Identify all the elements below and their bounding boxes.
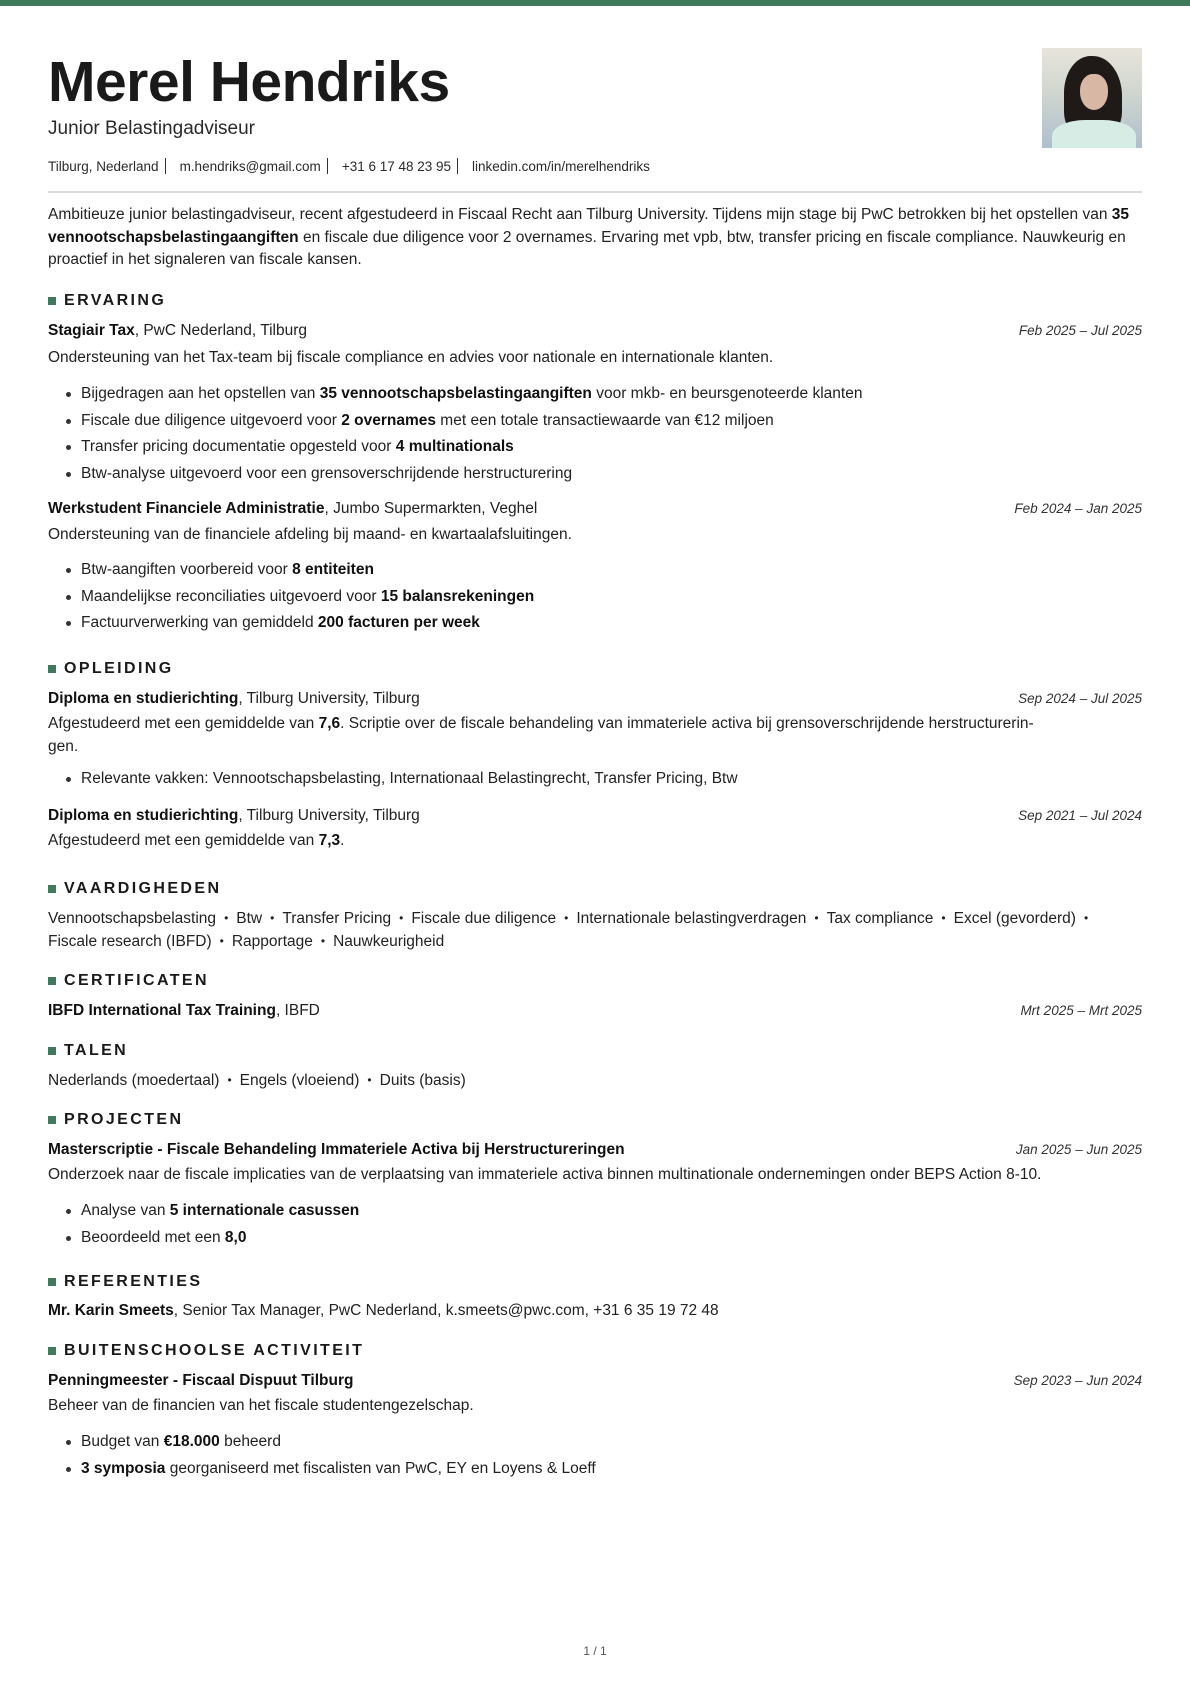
list-item: Bijgedragen aan het opstellen van 35 vennootschapsbelastingaangiften voor mkb- en beursgenoteerde klanten xyxy=(81,383,862,410)
skill-item: Transfer Pricing xyxy=(282,910,392,927)
skill-item: Fiscale research (IBFD) xyxy=(48,933,212,950)
list-item: Factuurverwerking van gemiddeld 200 facturen per week xyxy=(81,612,534,639)
experience-bullets xyxy=(81,559,534,639)
section-square-icon xyxy=(48,297,56,305)
section-title-projects xyxy=(48,1111,183,1129)
section-square-icon xyxy=(48,1347,56,1355)
certificate-name: IBFD International Tax Training xyxy=(48,1002,276,1019)
entry-description: Afgestudeerd met een gemiddelde van 7,6. Scriptie over de fiscale behandeling van immateriele activa bij grensoverschrijdende herstructurerin- gen. xyxy=(48,715,1034,755)
skill-item: Fiscale due diligence xyxy=(411,910,557,927)
experience-bullets xyxy=(81,383,862,489)
skill-item: Btw xyxy=(236,910,263,927)
activity-entry-head xyxy=(48,1372,1142,1390)
list-item: Budget van €18.000 beheerd xyxy=(81,1431,596,1458)
list-item: Maandelijkse reconciliaties uitgevoerd voor 15 balansrekeningen xyxy=(81,586,534,613)
skills-list: Vennootschapsbelasting • Btw • Transfer Pricing • Fiscale due diligence • Internationale belastingverdragen • Tax compliance • Excel (gevorderd) •Fiscale research (IBFD) • Rapportage • Nauwkeurigheid xyxy=(48,910,1089,950)
section-title-text: PROJECTEN xyxy=(64,1111,184,1128)
certificate-entry xyxy=(48,1002,1142,1020)
section-title-text: ERVARING xyxy=(64,292,167,309)
list-item: 3 symposia georganiseerd met fiscalisten van PwC, EY en Loyens & Loeff xyxy=(81,1458,596,1485)
entry-date: Jan 2025 – Jun 2025 xyxy=(1015,1142,1142,1157)
header-divider xyxy=(48,191,1142,193)
list-item: Beoordeeld met een 8,0 xyxy=(81,1227,359,1254)
section-title-extracurricular xyxy=(48,1342,364,1360)
section-title-languages xyxy=(48,1042,128,1060)
entry-description: Afgestudeerd met een gemiddelde van 7,3. xyxy=(48,832,345,849)
entry-description: Beheer van de financien van het fiscale studentengezelschap. xyxy=(48,1397,474,1414)
section-square-icon xyxy=(48,1116,56,1124)
languages-list: Nederlands (moedertaal) • Engels (vloeiend) • Duits (basis) xyxy=(48,1072,466,1089)
profile-photo xyxy=(1042,48,1142,148)
page-number: 1 / 1 xyxy=(583,1644,607,1658)
language-item: Duits (basis) xyxy=(379,1072,466,1089)
section-title-text: OPLEIDING xyxy=(64,660,174,677)
entry-date: Feb 2024 – Jan 2025 xyxy=(1014,501,1142,516)
language-item: Nederlands (moedertaal) xyxy=(48,1072,220,1089)
entry-role: Werkstudent Financiele Administratie xyxy=(48,500,325,517)
profile-summary xyxy=(48,204,1142,272)
activity-name: Penningmeester - Fiscaal Dispuut Tilburg xyxy=(48,1372,354,1389)
project-name: Masterscriptie - Fiscale Behandeling Immateriele Activa bij Herstructureringen xyxy=(48,1141,625,1158)
entry-title xyxy=(48,690,420,708)
entry-title xyxy=(48,322,307,340)
entry-description: Ondersteuning van het Tax-team bij fiscale compliance en advies voor nationale en internationale klanten. xyxy=(48,349,774,366)
section-title-text: CERTIFICATEN xyxy=(64,972,209,989)
section-title-experience xyxy=(48,292,166,310)
section-square-icon xyxy=(48,977,56,985)
education-entry-head xyxy=(48,807,1142,825)
list-item: Fiscale due diligence uitgevoerd voor 2 overnames met een totale transactiewaarde van €12 miljoen xyxy=(81,410,862,437)
contact-line xyxy=(48,158,650,174)
entry-date: Sep 2021 – Jul 2024 xyxy=(1018,808,1142,823)
entry-date: Sep 2024 – Jul 2025 xyxy=(1018,691,1142,706)
list-item: Transfer pricing documentatie opgesteld voor 4 multinationals xyxy=(81,436,862,463)
entry-org: , Jumbo Supermarkten, Veghel xyxy=(324,500,538,517)
entry-title xyxy=(48,1002,320,1020)
education-bullets xyxy=(81,768,738,795)
experience-entry-head xyxy=(48,322,1142,340)
entry-org: , Tilburg University, Tilburg xyxy=(238,690,420,707)
entry-date: Sep 2023 – Jun 2024 xyxy=(1013,1373,1142,1388)
summary-text: Ambitieuze junior belastingadviseur, recent afgestudeerd in Fiscaal Recht aan Tilburg University. Tijdens mijn stage bij PwC betrokken bij het opstellen van xyxy=(48,206,1112,223)
reference-entry xyxy=(48,1302,1142,1320)
summary-text: en fiscale due diligence voor 2 overnames. Ervaring met vpb, btw, transfer pricing en fiscale compliance. Nauwkeurig en proactief in het signaleren van fiscale kansen. xyxy=(48,228,1126,268)
section-title-text: VAARDIGHEDEN xyxy=(64,880,222,897)
reference-name: Mr. Karin Smeets xyxy=(48,1302,174,1319)
resume-header xyxy=(48,0,1142,192)
contact-email[interactable]: m.hendriks@gmail.com xyxy=(179,158,321,174)
skill-item: Rapportage xyxy=(231,933,313,950)
entry-org: , PwC Nederland, Tilburg xyxy=(134,322,308,339)
section-title-text: BUITENSCHOOLSE ACTIVITEIT xyxy=(64,1342,365,1359)
skill-item: Tax compliance xyxy=(826,910,934,927)
section-title-text: REFERENTIES xyxy=(64,1273,203,1290)
skill-item: Internationale belastingverdragen xyxy=(576,910,807,927)
entry-org: , Tilburg University, Tilburg xyxy=(238,807,420,824)
photo-face-shape xyxy=(1080,74,1108,110)
entry-description: Onderzoek naar de fiscale implicaties van de verplaatsing van immateriele activa binnen multinationale ondernemingen onder BEPS Action 8-10. xyxy=(48,1166,1042,1183)
project-entry-head xyxy=(48,1141,1142,1159)
candidate-name: Merel Hendriks xyxy=(48,50,450,114)
section-square-icon xyxy=(48,665,56,673)
entry-degree: Diploma en studierichting xyxy=(48,807,239,824)
experience-entry-head xyxy=(48,500,1142,518)
entry-date: Feb 2025 – Jul 2025 xyxy=(1018,323,1142,338)
contact-phone[interactable]: +31 6 17 48 23 95 xyxy=(341,158,452,174)
contact-location: Tilburg, Nederland xyxy=(48,158,159,174)
contact-separator xyxy=(457,158,458,174)
contact-separator xyxy=(165,158,166,174)
skill-item: Excel (gevorderd) xyxy=(953,910,1076,927)
certificate-issuer: , IBFD xyxy=(275,1002,320,1019)
list-item: Analyse van 5 internationale casussen xyxy=(81,1200,359,1227)
skill-item: Nauwkeurigheid xyxy=(333,933,445,950)
list-item: Btw-aangiften voorbereid voor 8 entiteiten xyxy=(81,559,534,586)
section-title-certificates xyxy=(48,972,209,990)
activity-bullets xyxy=(81,1431,596,1484)
section-title-education xyxy=(48,660,174,678)
section-title-references xyxy=(48,1273,202,1291)
candidate-role: Junior Belastingadviseur xyxy=(48,118,256,139)
resume-page xyxy=(48,0,1142,1477)
entry-title xyxy=(48,1302,719,1320)
photo-shirt-shape xyxy=(1052,120,1136,148)
section-title-skills xyxy=(48,880,221,898)
entry-description: Ondersteuning van de financiele afdeling bij maand- en kwartaalafsluitingen. xyxy=(48,526,572,543)
list-item: Btw-analyse uitgevoerd voor een grensoverschrijdende herstructurering xyxy=(81,463,862,490)
education-entry-head xyxy=(48,690,1142,708)
section-square-icon xyxy=(48,885,56,893)
reference-details: , Senior Tax Manager, PwC Nederland, k.smeets@pwc.com, +31 6 35 19 72 48 xyxy=(173,1302,719,1319)
entry-title xyxy=(48,500,537,518)
language-item: Engels (vloeiend) xyxy=(239,1072,360,1089)
project-bullets xyxy=(81,1200,359,1253)
entry-title xyxy=(48,807,420,825)
entry-role: Stagiair Tax xyxy=(48,322,135,339)
summary-highlight: 35 vennootschapsbelastingaangiften xyxy=(48,206,1129,246)
entry-degree: Diploma en studierichting xyxy=(48,690,239,707)
list-item: Relevante vakken: Vennootschapsbelasting, Internationaal Belastingrecht, Transfer Pricing, Btw xyxy=(81,768,738,795)
section-title-text: TALEN xyxy=(64,1042,129,1059)
section-square-icon xyxy=(48,1047,56,1055)
contact-linkedin[interactable]: linkedin.com/in/merelhendriks xyxy=(472,158,650,174)
skill-item: Vennootschapsbelasting xyxy=(48,910,217,927)
entry-date: Mrt 2025 – Mrt 2025 xyxy=(1020,1003,1142,1018)
section-square-icon xyxy=(48,1278,56,1286)
contact-separator xyxy=(327,158,328,174)
